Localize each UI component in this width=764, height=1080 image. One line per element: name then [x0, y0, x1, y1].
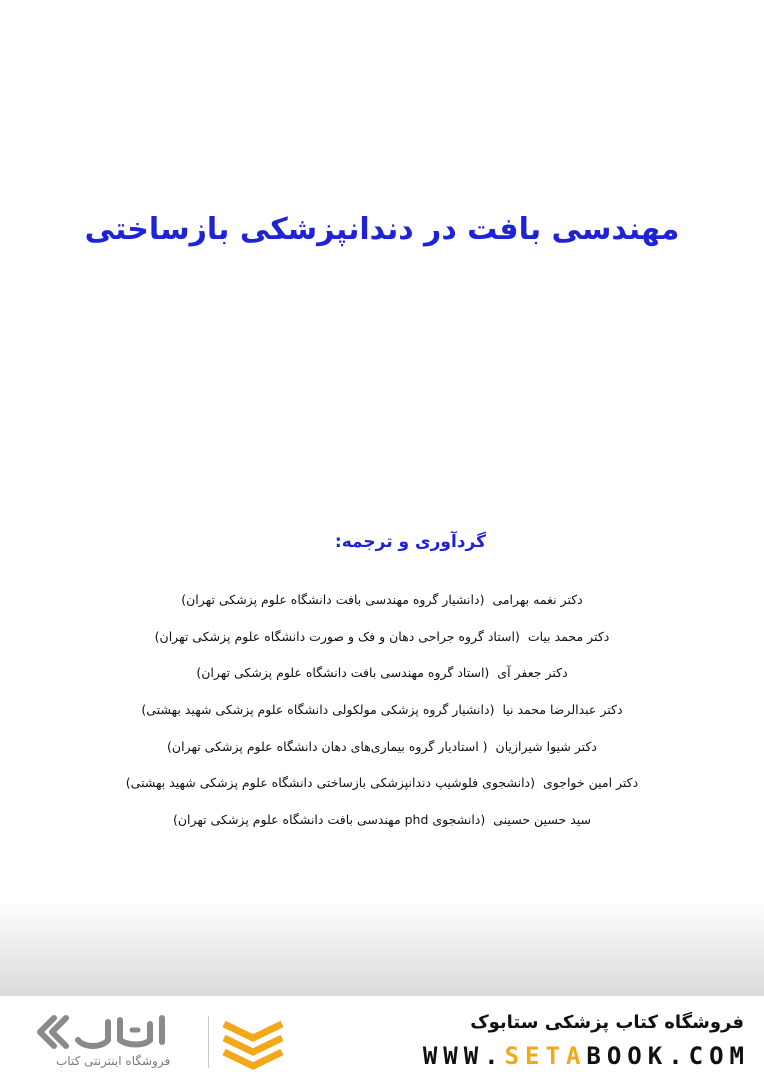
contributor-item — [0, 588, 764, 625]
contributor-name: دکتر نغمه بهرامی — [492, 592, 583, 607]
contributor-affiliation: (دانشجوی فلوشیپ دندانپزشکی بازساختی دانشگاه علوم پزشکی شهید بهشتی) — [125, 775, 535, 791]
contributor-name: دکتر محمد بیات — [527, 628, 610, 644]
contributor-item — [0, 808, 764, 845]
store-footer — [0, 996, 764, 1080]
contributor-name: دکتر عبدالرضا محمد نیا — [502, 702, 623, 718]
store-url-link[interactable] — [423, 1042, 750, 1070]
logo-tagline: فروشگاه اینترنتی کتاب — [56, 1054, 171, 1068]
contributor-name: دکتر امین خواجوی — [542, 775, 639, 791]
contributor-item — [0, 771, 764, 808]
contributor-name: سید حسین حسینی — [493, 812, 591, 828]
logo-wordmark — [32, 1010, 180, 1054]
book-title: مهندسی بافت در دندانپزشکی بازساختی — [84, 212, 680, 247]
contributor-affiliation: (استاد گروه جراحی دهان و فک و صورت دانشگاه علوم پزشکی تهران) — [154, 628, 520, 644]
footer-shadow — [0, 900, 764, 996]
stacked-books-icon — [220, 1016, 286, 1070]
contributor-item — [0, 698, 764, 735]
logo-wordmark-glyph — [32, 1010, 180, 1054]
contributor-affiliation: (دانشجوی phd مهندسی بافت دانشگاه علوم پزشکی تهران) — [172, 812, 486, 828]
compilers-heading: گردآوری و ترجمه: — [334, 532, 486, 552]
contributors-list — [0, 588, 764, 845]
store-name: فروشگاه کتاب پزشکی ستابوک — [470, 1012, 744, 1033]
contributor-affiliation: (دانشیار گروه مهندسی بافت دانشگاه علوم پزشکی تهران) — [181, 592, 485, 607]
contributor-item — [0, 625, 764, 662]
contributor-affiliation: ( استادیار گروه بیماری‌های دهان دانشگاه علوم پزشکی تهران) — [167, 738, 488, 754]
store-url-prefix: WWW. — [422, 1042, 505, 1070]
setabook-logo[interactable] — [24, 1008, 296, 1072]
contributor-affiliation: (استاد گروه مهندسی بافت دانشگاه علوم پزشکی تهران) — [196, 665, 490, 681]
contributor-item — [0, 735, 764, 772]
logo-divider — [208, 1016, 209, 1068]
contributor-name: دکتر جعفر آی — [497, 665, 568, 681]
store-url-accent: SETA — [504, 1042, 587, 1070]
contributor-name: دکتر شیوا شیرازیان — [495, 738, 597, 754]
contributor-item — [0, 661, 764, 698]
store-url-suffix: BOOK.COM — [586, 1042, 750, 1070]
contributor-affiliation: (دانشیار گروه پزشکی مولکولی دانشگاه علوم پزشکی شهید بهشتی) — [141, 702, 495, 718]
